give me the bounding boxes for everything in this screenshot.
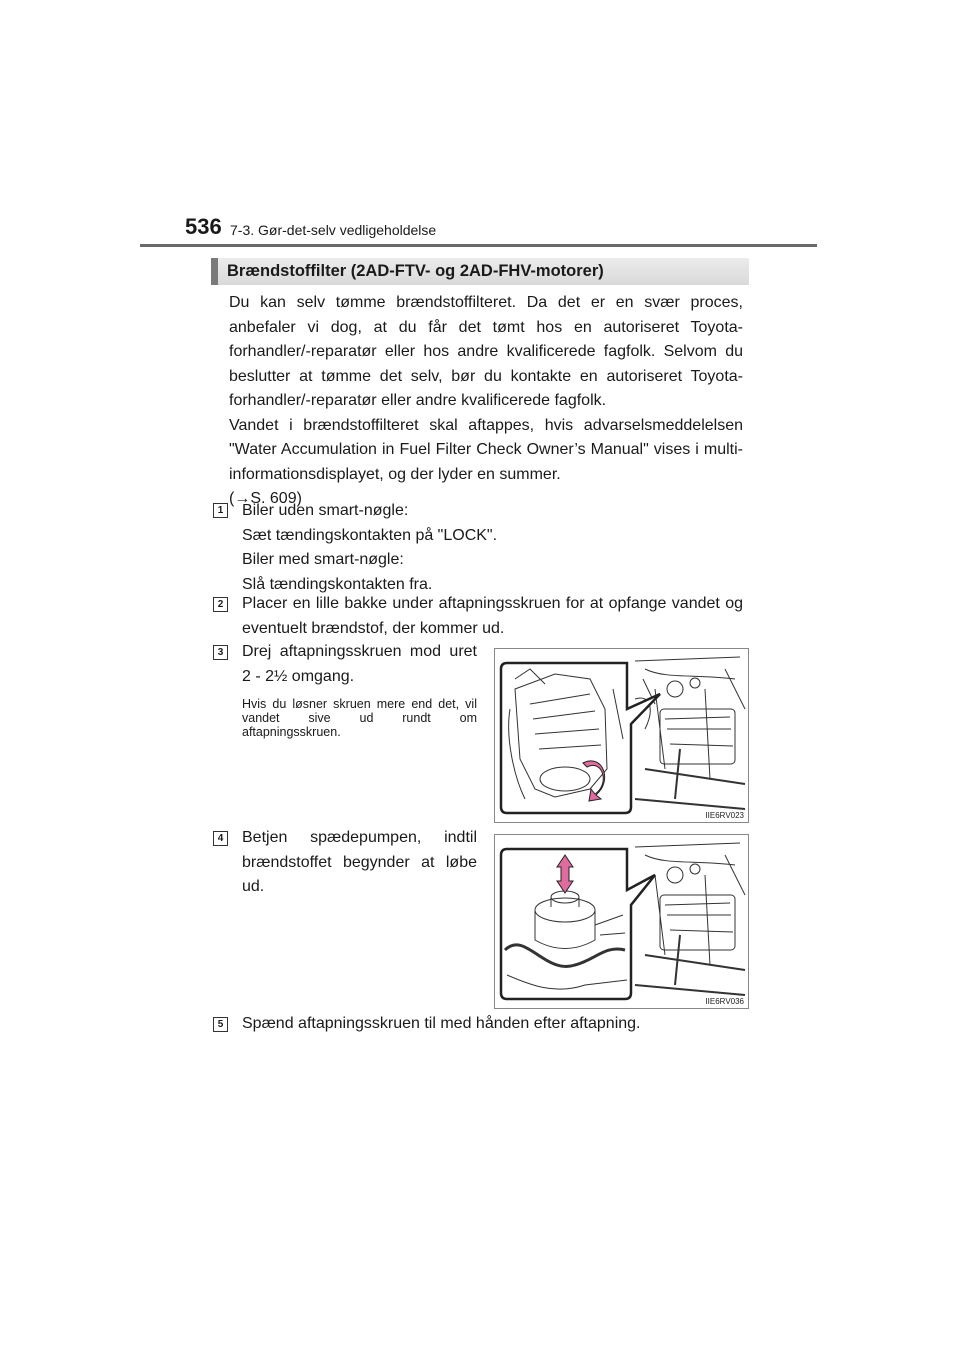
zoom-inset	[501, 849, 655, 999]
figure-code-1: IIE6RV023	[705, 811, 744, 820]
step-number-2: 2	[213, 597, 228, 612]
step-number-4: 4	[213, 831, 228, 846]
drain-screw-illustration	[495, 649, 748, 822]
step-5-text: Spænd aftapningsskruen til med hånden efter aftapning.	[242, 1015, 641, 1032]
priming-pump-illustration	[495, 835, 748, 1008]
step-1-line-1: Biler uden smart-nøgle:	[242, 502, 409, 519]
intro-paragraph-1: Du kan selv tømme brændstoffilteret. Da det er en svær proces, anbefaler vi dog, at du får det tømt hos en autoriseret Toyota-forhandler/-reparatør eller hos andre kvalificerede fagfolk. Selvom du beslutter at tømme det selv, bør du kontakte en autoriseret Toyota-forhandler/-reparatør eller andre kvalificerede fagfolk.	[229, 294, 743, 409]
step-number-1: 1	[213, 503, 228, 518]
section-title: 7-3. Gør-det-selv vedligeholdelse	[230, 222, 437, 238]
figure-drain-screw	[494, 648, 749, 823]
step-3-note: Hvis du løsner skruen mere end det, vil vandet sive ud rundt om aftapningsskruen.	[242, 697, 477, 739]
step-1-line-4: Slå tændingskontakten fra.	[242, 575, 433, 593]
page-number: 536	[185, 214, 222, 239]
step-2-text: Placer en lille bakke under aftapningsskruen for at opfange vandet og eventuelt brændstof, der kommer ud.	[242, 595, 743, 637]
step-3-text	[242, 640, 477, 739]
step-1-line-2: Sæt tændingskontakten på "LOCK".	[242, 526, 498, 544]
figure-priming-pump	[494, 834, 749, 1009]
figure-code-2: IIE6RV036	[705, 997, 744, 1006]
intro-text	[229, 291, 743, 512]
page-reference: (→S. 609)	[229, 490, 302, 507]
step-1-line-3: Biler med smart-nøgle:	[242, 551, 404, 568]
intro-paragraph-2: Vandet i brændstoffilteret skal aftappes, hvis advarselsmeddelelsen "Water Accumulation in Fuel Filter Check Owner’s Manual" vises i multi-informationsdisplayet, og der lyder en summer.	[229, 416, 743, 483]
step-3-instruction: Drej aftapningsskruen mod uret 2 - 2½ omgang.	[242, 643, 477, 685]
zoom-inset	[501, 663, 660, 813]
step-1-text	[242, 499, 747, 597]
step-4-text: Betjen spædepumpen, indtil brændstoffet begynder at løbe ud.	[242, 829, 477, 895]
step-number-3: 3	[213, 645, 228, 660]
header-divider	[140, 244, 817, 247]
section-heading: Brændstoffilter (2AD-FTV- og 2AD-FHV-motorer)	[227, 262, 604, 280]
section-heading-bar	[211, 258, 749, 285]
step-number-5: 5	[213, 1017, 228, 1032]
heading-accent	[211, 258, 218, 285]
